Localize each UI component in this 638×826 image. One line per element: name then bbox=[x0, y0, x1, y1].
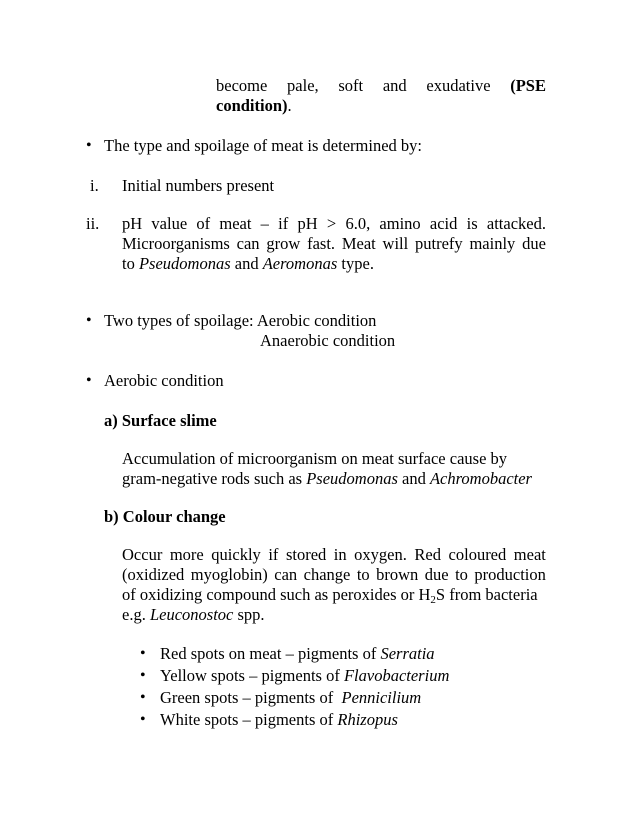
item-ii-line-1 bbox=[122, 214, 546, 234]
colour-change-line-4 bbox=[122, 605, 265, 625]
spot-text: White spots – pigments of bbox=[160, 710, 338, 729]
text: e.g. bbox=[122, 605, 150, 624]
word: in bbox=[333, 545, 347, 564]
spot-bullet: • bbox=[140, 711, 146, 728]
text: and bbox=[397, 469, 430, 488]
pse-word: soft bbox=[338, 76, 364, 95]
word: fast. bbox=[307, 234, 336, 253]
word: will bbox=[382, 234, 409, 253]
spot-item-white bbox=[160, 710, 398, 730]
item-ii-line-3 bbox=[122, 254, 374, 274]
spot-bullet: • bbox=[140, 689, 146, 706]
colour-change-line-1 bbox=[122, 545, 546, 565]
word: if bbox=[268, 545, 279, 564]
text: to bbox=[122, 254, 139, 273]
pse-word: become bbox=[216, 76, 268, 95]
word: attacked. bbox=[486, 214, 546, 233]
word: value bbox=[151, 214, 188, 233]
item-marker-i: i. bbox=[90, 176, 99, 195]
colour-change-heading bbox=[104, 507, 226, 527]
word: is bbox=[466, 214, 478, 233]
spot-bullet: • bbox=[140, 645, 146, 662]
word: to bbox=[455, 565, 468, 584]
text: spp. bbox=[233, 605, 265, 624]
spot-organism: Pennicilium bbox=[341, 688, 422, 707]
bullet-type-spoilage: • bbox=[86, 137, 92, 154]
surface-slime-line-1: Accumulation of microorganism on meat surface cause by bbox=[122, 449, 508, 468]
pse-line-2 bbox=[216, 96, 292, 116]
organism-pseudomonas: Pseudomonas bbox=[138, 254, 231, 273]
surface-slime-heading-text: a) Surface slime bbox=[104, 411, 217, 430]
spot-organism: Serratia bbox=[380, 644, 435, 663]
word: 6.0, bbox=[345, 214, 371, 233]
pse-period: . bbox=[287, 96, 292, 115]
word: quickly bbox=[211, 545, 261, 564]
spot-organism: Rhizopus bbox=[337, 710, 398, 729]
word: amino bbox=[379, 214, 421, 233]
surface-slime-heading bbox=[104, 411, 217, 431]
pse-word-bold: (PSE bbox=[510, 76, 546, 95]
organism-leuconostoc: Leuconostoc bbox=[149, 605, 234, 624]
spot-item-red bbox=[160, 644, 435, 664]
pse-line-1 bbox=[216, 76, 546, 96]
word: stored bbox=[285, 545, 327, 564]
word: due bbox=[424, 565, 449, 584]
word: grow bbox=[266, 234, 301, 253]
word: meat bbox=[219, 214, 252, 233]
pse-word: exudative bbox=[426, 76, 491, 95]
word: oxygen. bbox=[354, 545, 407, 564]
spot-bullet: • bbox=[140, 667, 146, 684]
word: production bbox=[474, 565, 546, 584]
word: change bbox=[303, 565, 351, 584]
spot-item-yellow bbox=[160, 666, 449, 686]
word: due bbox=[522, 234, 546, 253]
word: Red bbox=[414, 545, 441, 564]
word: of bbox=[196, 214, 211, 233]
text: S from bacteria bbox=[435, 585, 538, 604]
colour-change-line-3 bbox=[122, 585, 538, 605]
two-types-text: Two types of spoilage: Aerobic condition bbox=[104, 311, 377, 330]
pse-word: and bbox=[382, 76, 407, 95]
two-types-second: Anaerobic condition bbox=[260, 331, 396, 350]
spot-text: Green spots – pigments of bbox=[160, 688, 342, 707]
text: and bbox=[230, 254, 263, 273]
text: gram-negative rods such as bbox=[122, 469, 307, 488]
word: myoglobin) bbox=[190, 565, 268, 584]
word: can bbox=[236, 234, 260, 253]
bullet-aerobic: • bbox=[86, 372, 92, 389]
text: of oxidizing compound such as peroxides or H bbox=[122, 585, 431, 604]
subscript-two: 2 bbox=[430, 594, 436, 606]
word: acid bbox=[429, 214, 458, 233]
word: Microorganisms bbox=[122, 234, 230, 253]
word: (oxidized bbox=[122, 565, 185, 584]
organism-aeromonas: Aeromonas bbox=[262, 254, 338, 273]
word: > bbox=[326, 214, 337, 233]
type-spoilage-heading: The type and spoilage of meat is determined by: bbox=[104, 136, 422, 155]
word: mainly bbox=[469, 234, 516, 253]
word: if bbox=[278, 214, 289, 233]
surface-slime-line-2 bbox=[122, 469, 532, 489]
word: pH bbox=[122, 214, 143, 233]
word: can bbox=[274, 565, 298, 584]
item-i-text: Initial numbers present bbox=[122, 176, 275, 195]
bullet-two-types: • bbox=[86, 312, 92, 329]
pse-word: pale, bbox=[287, 76, 319, 95]
word: brown bbox=[376, 565, 419, 584]
word: meat bbox=[513, 545, 546, 564]
spot-organism: Flavobacterium bbox=[343, 666, 450, 685]
organism-pseudomonas: Pseudomonas bbox=[306, 469, 398, 488]
word: Meat bbox=[341, 234, 376, 253]
colour-change-line-2 bbox=[122, 565, 546, 585]
word: putrefy bbox=[415, 234, 463, 253]
word: – bbox=[260, 214, 269, 233]
colour-change-heading-text: b) Colour change bbox=[104, 507, 226, 526]
word: pH bbox=[297, 214, 318, 233]
spot-item-green bbox=[160, 688, 421, 708]
word: more bbox=[169, 545, 204, 564]
item-marker-ii: ii. bbox=[86, 214, 100, 233]
spot-text: Red spots on meat – pigments of bbox=[160, 644, 381, 663]
word: coloured bbox=[448, 545, 507, 564]
word: to bbox=[356, 565, 370, 584]
word: Occur bbox=[122, 545, 163, 564]
organism-achromobacter: Achromobacter bbox=[429, 469, 532, 488]
spot-text: Yellow spots – pigments of bbox=[160, 666, 344, 685]
item-ii-line-2 bbox=[122, 234, 546, 254]
text: type. bbox=[337, 254, 374, 273]
aerobic-title: Aerobic condition bbox=[104, 371, 224, 390]
pse-condition: condition) bbox=[216, 96, 288, 115]
